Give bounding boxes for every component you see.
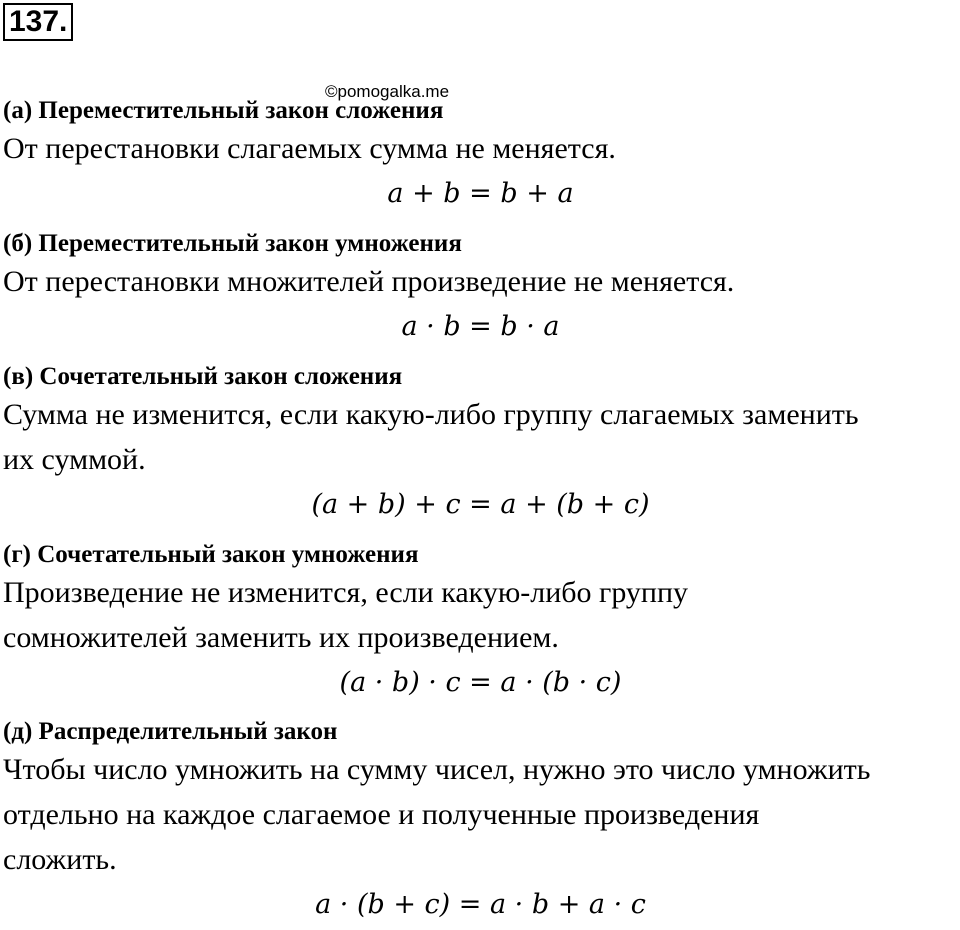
section-distributive <box>3 717 958 928</box>
formula: a · b = b · a <box>401 311 560 342</box>
problem-number: 137. <box>3 3 73 41</box>
section-text-line: сложить. <box>3 843 117 876</box>
section-text-line: Произведение не изменится, если какую-либо группу <box>3 576 689 609</box>
formula: a + b = b + a <box>387 178 574 209</box>
section-text-line: От перестановки множителей произведение не меняется. <box>3 265 735 298</box>
section-heading: (б) Переместительный закон умножения <box>3 230 462 257</box>
section-heading: (д) Распределительный закон <box>3 718 338 745</box>
section-text-line: Чтобы число умножить на сумму чисел, нужно это число умножить <box>3 753 871 786</box>
section-associative-addition <box>3 362 958 528</box>
section-text-line: сомножителей заменить их произведением. <box>3 621 559 654</box>
section-text-line: Сумма не изменится, если какую-либо группу слагаемых заменить <box>3 398 859 431</box>
watermark: ©pomogalka.me <box>325 82 450 101</box>
section-heading: (в) Сочетательный закон сложения <box>3 363 403 390</box>
section-heading: (г) Сочетательный закон умножения <box>3 541 419 568</box>
formula: a · (b + c) = a · b + a · c <box>315 889 646 920</box>
section-text-line: отдельно на каждое слагаемое и полученные произведения <box>3 798 760 831</box>
section-commutative-addition <box>3 96 958 217</box>
formula: (a + b) + c = a + (b + c) <box>311 489 650 520</box>
section-associative-multiplication <box>3 540 958 706</box>
formula: (a · b) · c = a · (b · c) <box>339 667 622 698</box>
section-commutative-multiplication <box>3 229 958 350</box>
section-text-line: От перестановки слагаемых сумма не меняется. <box>3 132 616 165</box>
section-text-line: их суммой. <box>3 443 146 476</box>
section-heading: (а) Переместительный закон сложения <box>3 97 444 124</box>
